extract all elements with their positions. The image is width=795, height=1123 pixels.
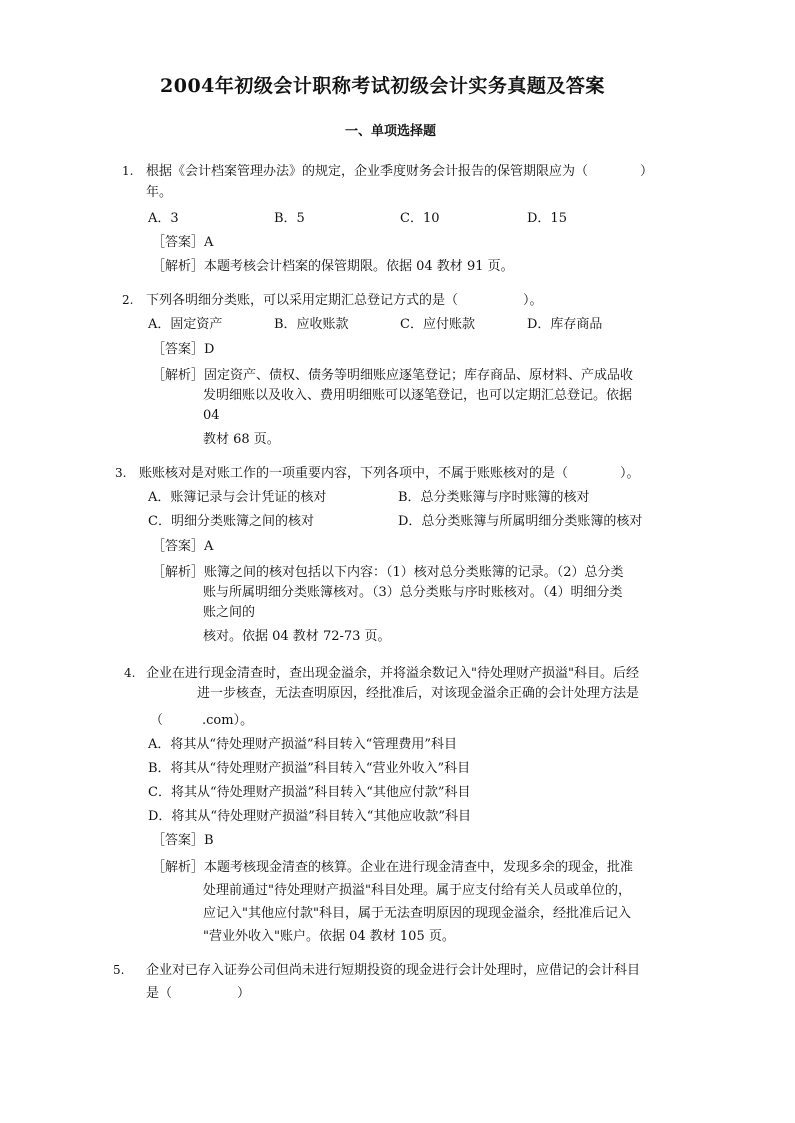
page-title: 2004年初级会计职称考试初级会计实务真题及答案 [160, 75, 605, 97]
question-number: 2. [122, 293, 134, 307]
question-text: 账账核对是对账工作的一项重要内容，下列各项中，不属于账账核对的是（ ）。 [139, 466, 640, 481]
option-c: C．明细分类账簿之间的核对 [148, 514, 314, 529]
question-text: 年。 [146, 185, 173, 200]
analysis: 应记入"其他应付款"科目，属于无法查明原因的现现金溢余，经批准后记入 [203, 906, 631, 921]
analysis: 教材 68 页。 [203, 432, 280, 447]
option-d: D．将其从“待处理财产损溢”科目转入“其他应收款”科目 [148, 809, 472, 824]
analysis: 发明细账以及收入、费用明细账可以逐笔登记，也可以定期汇总登记。依据 [203, 388, 633, 403]
option-c: C．10 [400, 211, 440, 226]
option-b: B．5 [274, 211, 305, 226]
option-d: D．库存商品 [527, 317, 603, 332]
analysis: ［解析］本题考核现金清查的核算。企业在进行现金清查中，发现多余的现金，批准 [152, 860, 634, 875]
option-d: D．总分类账簿与所属明细分类账簿的核对 [398, 514, 643, 529]
option-b: B．总分类账簿与序时账簿的核对 [398, 490, 590, 505]
option-a: A．固定资产 [148, 317, 223, 332]
question-number: 5. [113, 963, 125, 977]
answer: ［答案］A [152, 235, 214, 250]
analysis: 账与所属明细分类账簿核对。（3）总分类账与序时账核对。（4）明细分类 [203, 585, 623, 600]
answer: ［答案］B [152, 833, 214, 848]
option-b: B．将其从“待处理财产损溢”科目转入“营业外收入”科目 [148, 761, 471, 776]
analysis: ［解析］账簿之间的核对包括以下内容：（1）核对总分类账簿的记录。（2）总分类 [152, 565, 624, 580]
question-text: 是（ ） [146, 986, 251, 1001]
question-text: 根据《会计档案管理办法》的规定，企业季度财务会计报告的保管期限应为（ ） [146, 164, 654, 179]
question-text: 下列各明细分类账，可以采用定期汇总登记方式的是（ ）。 [146, 293, 543, 308]
question-text: （ .com）。 [150, 713, 254, 728]
analysis: 核对。依据 04 教材 72-73 页。 [203, 629, 391, 644]
question-number: 4. [124, 666, 136, 680]
question-text: 进一步核查，无法查明原因，经批准后，对该现金溢余正确的会计处理方法是 [197, 686, 640, 701]
analysis: 04 [203, 408, 220, 423]
analysis: ［解析］固定资产、债权、债务等明细账应逐笔登记；库存商品、原材料、产成品收 [152, 368, 634, 383]
question-number: 1. [122, 164, 134, 178]
section-heading: 一、单项选择题 [345, 124, 437, 139]
option-b: B．应收账款 [274, 317, 349, 332]
question-text: 企业对已存入证券公司但尚未进行短期投资的现金进行会计处理时，应借记的会计科目 [146, 963, 641, 978]
question-number: 3. [115, 466, 127, 480]
analysis: 处理前通过"待处理财产损溢"科目处理。属于应支付给有关人员或单位的， [203, 883, 631, 898]
option-d: D．15 [527, 211, 567, 226]
answer: ［答案］D [152, 342, 215, 357]
option-c: C．将其从“待处理财产损溢”科目转入“其他应付款”科目 [148, 785, 471, 800]
option-a: A．3 [148, 211, 179, 226]
question-text: 企业在进行现金清查时，查出现金溢余，并将溢余数记入"待处理财产损溢"科目。后经 [146, 666, 639, 681]
analysis: ［解析］本题考核会计档案的保管期限。依据 04 教材 91 页。 [152, 259, 514, 274]
option-c: C．应付账款 [400, 317, 475, 332]
answer: ［答案］A [152, 539, 214, 554]
analysis: "营业外收入"账户。依据 04 教材 105 页。 [203, 929, 455, 944]
analysis: 账之间的 [203, 605, 256, 620]
option-a: A．将其从“待处理财产损溢”科目转入“管理费用”科目 [148, 737, 457, 752]
option-a: A．账簿记录与会计凭证的核对 [148, 490, 327, 505]
